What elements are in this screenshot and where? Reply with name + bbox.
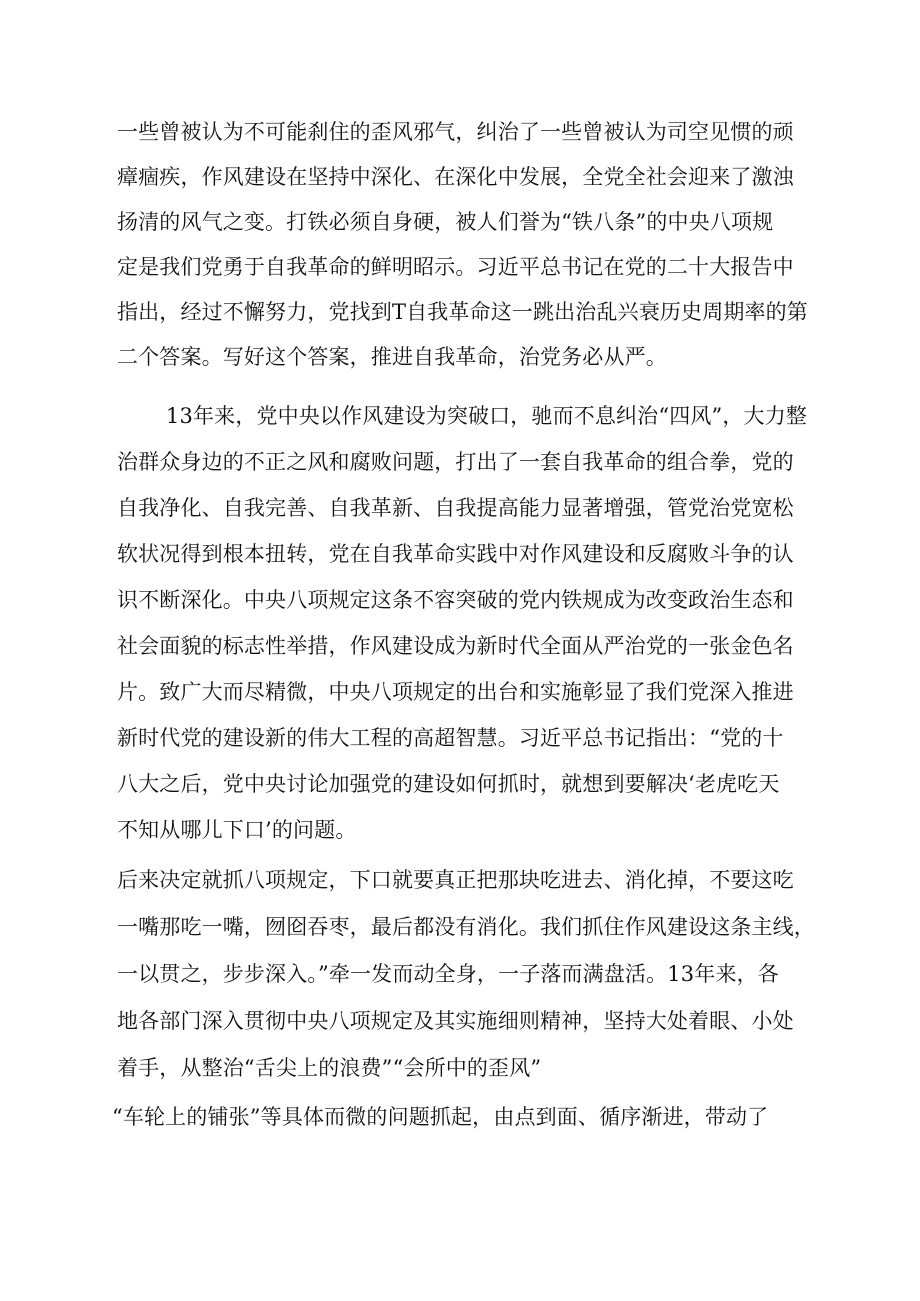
- text-line: 新时代党的建设新的伟大工程的高超智慧。习近平总书记指出：“党的十: [117, 726, 784, 750]
- text-line: 指出，经过不懈努力，党找到T自我革命这一跳出治乱兴衰历史周期率的第: [117, 300, 808, 324]
- text-line: “车轮上的铺张”等具体而微的问题抓起，由点到面、循序渐进，带动了: [112, 1105, 769, 1129]
- text-line: 瘴痼疾，作风建设在坚持中深化、在深化中发展，全党全社会迎来了激浊: [117, 165, 794, 189]
- text-line: 一以贯之，步步深入。”牵一发而动全身，一子落而满盘活。13年来，各: [117, 962, 779, 986]
- text-line: 一嘴那吃一嘴，囫囵吞枣，最后都没有消化。我们抓住作风建设这条主线，: [117, 915, 815, 939]
- text-line: 一些曾被认为不可能刹住的歪风邪气，纠治了一些曾被认为司空见惯的顽: [117, 120, 794, 144]
- text-line: 扬清的风气之变。打铁必须自身硬，被人们誉为“铁八条”的中央八项规: [117, 210, 774, 234]
- text-line: 社会面貌的标志性举措，作风建设成为新时代全面从严治党的一张金色名: [117, 634, 794, 658]
- text-line: 软状况得到根本扭转，党在自我革命实践中对作风建设和反腐败斗争的认: [117, 542, 794, 566]
- text-line: 地各部门深入贯彻中央八项规定及其实施细则精神，坚持大处着眼、小处: [117, 1009, 794, 1033]
- text-line: 识不断深化。中央八项规定这条不容突破的党内铁规成为改变政治生态和: [117, 588, 794, 612]
- text-line: 八大之后，党中央讨论加强党的建设如何抓时，就想到要解决‘老虎吃天: [117, 772, 780, 796]
- text-line: 二个答案。写好这个答案，推进自我革命，治党务必从严。: [117, 345, 667, 369]
- text-line: 着手，从整治“舌尖上的浪费”“会所中的歪风”: [117, 1056, 542, 1080]
- text-line: 定是我们党勇于自我革命的鲜明昭示。习近平总书记在党的二十大报告中: [117, 255, 794, 279]
- text-line: 不知从哪儿下口’的问题。: [117, 818, 357, 842]
- text-line: 治群众身边的不正之风和腐败问题，打出了一套自我革命的组合拳，党的: [117, 450, 794, 474]
- text-line: 后来决定就抓八项规定，下口就要真正把那块吃进去、消化掉，不要这吃: [117, 868, 794, 892]
- text-line: 13年来，党中央以作风建设为突破口，驰而不息纠治“四风”，大力整: [166, 404, 807, 428]
- text-line: 片。致广大而尽精微，中央八项规定的出台和实施彰显了我们党深入推进: [117, 680, 794, 704]
- text-line: 自我净化、自我完善、自我革新、自我提高能力显著增强，管党治党宽松: [117, 496, 794, 520]
